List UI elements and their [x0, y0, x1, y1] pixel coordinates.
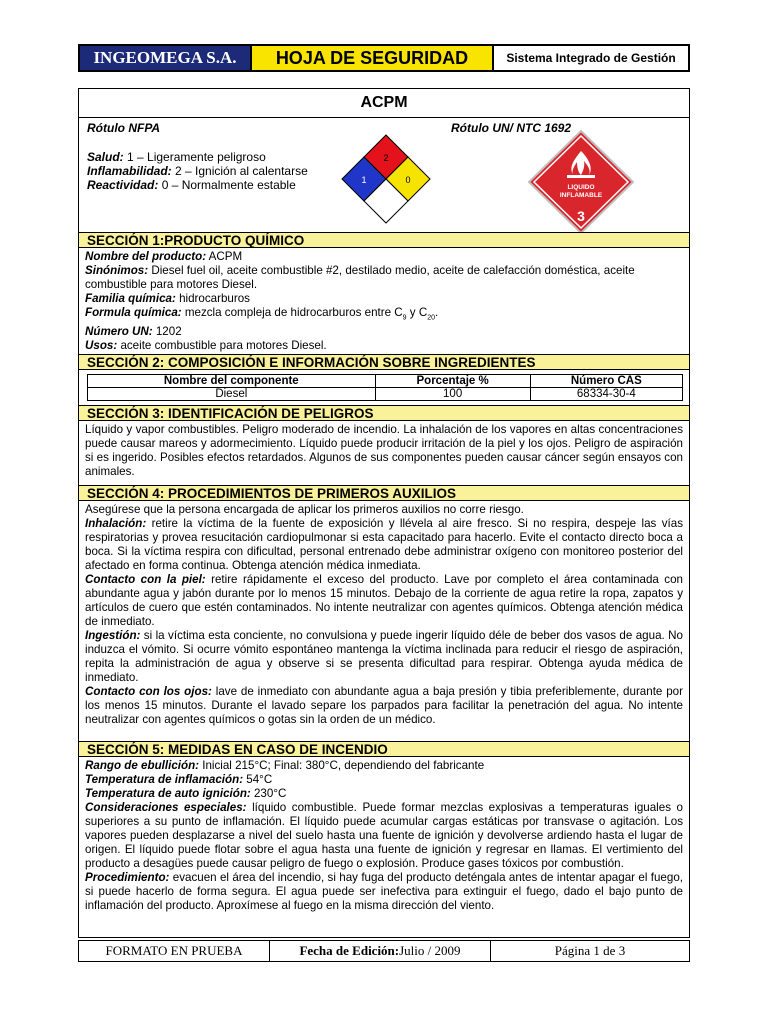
section-4-title: SECCIÓN 4: PROCEDIMIENTOS DE PRIMEROS AUXILIOS — [79, 485, 689, 501]
table-cell: 68334-30-4 — [530, 388, 682, 401]
company-name: INGEOMEGA S.A. — [80, 46, 252, 70]
section-5-title: SECCIÓN 5: MEDIDAS EN CASO DE INCENDIO — [79, 741, 689, 757]
nfpa-health-value: 1 — [361, 175, 367, 185]
table-header-row — [88, 375, 683, 388]
hazard-reactivity: Reactividad: 0 – Normalmente estable — [87, 178, 296, 192]
svg-text:INFLAMABLE: INFLAMABLE — [559, 192, 603, 199]
document-header — [78, 44, 690, 72]
section-2-title: SECCIÓN 2: COMPOSICIÓN E INFORMACIÓN SOBRE INGREDIENTES — [79, 354, 689, 370]
format-status: FORMATO EN PRUEBA — [79, 941, 270, 961]
nfpa-diamond-icon — [341, 133, 431, 225]
un-label: Rótulo UN/ NTC 1692 — [451, 121, 572, 135]
flammable-liquid-placard-icon — [527, 129, 635, 235]
system-name: Sistema Integrado de Gestión — [506, 51, 676, 65]
nfpa-flammability-value: 2 — [383, 153, 389, 163]
svg-text:LIQUIDO: LIQUIDO — [567, 184, 595, 191]
table-cell: Diesel — [88, 388, 376, 401]
product-title: ACPM — [79, 89, 689, 118]
section-5-body: Rango de ebullición: Inicial 215°C; Final: 380°C, dependiendo del fabricante Temperatura de inflamación: 54°C Temperatura de auto ignición: 230°C Consideraciones especiales: líquido combustible. Puede formar mezclas explosivas a temperaturas iguales o superiores a su punto de inflamación. El líquido puede acumular cargas estáticas por transvase o agitación. Los vapores pueden desplazarse a nivel del suelo hasta una fuente de ignición y devolverse ardiendo hasta el lugar de origen. El líquido puede flotar sobre el agua hasta una fuente de ignición y regresar en llamas. El vertimiento del producto a desagües puede causar peligro de fuego o explosión. Produce gases tóxicos por combustión. Procedimiento: evacuen el área del incendio, si hay fuga del producto deténgala antes de intentar apagar el fuego, si puede hacerlo de forma segura. El agua puede ser inefectiva para extinguir el fuego, dado el bajo punto de inflamación del producto. Aproxímese al fuego en la misma dirección del viento. — [85, 759, 683, 912]
section-1-body: Nombre del producto: ACPM Sinónimos: Diesel fuel oil, aceite combustible #2, destilado medio, aceite de calefacción doméstica, aceite combustible para motores Diesel. Familia química: hidrocarburos Formula química: mezcla compleja de hidrocarburos entre $C_9$ y $C_{20}$. Número UN: 1202 Usos: aceite combustible para motores Diesel. — [85, 250, 635, 353]
section-3-body: Líquido y vapor combustibles. Peligro moderado de incendio. La inhalación de los vapores en altas concentraciones puede causar mareos y adormecimiento. Líquido puede producir irritación de la piel y los ojos. Peligro de aspiración si es ingerido. Posibles efectos retardados. Algunos de sus componentes pueden causar cáncer según ensayos con animales. — [85, 423, 683, 478]
safety-sheet-frame — [78, 88, 690, 938]
table-header: Porcentaje % — [375, 375, 530, 388]
svg-text:3: 3 — [577, 208, 585, 224]
section-1-title: SECCIÓN 1:PRODUCTO QUÍMICO — [79, 232, 689, 248]
page-number: Página 1 de 3 — [554, 943, 626, 958]
nfpa-label: Rótulo NFPA — [87, 121, 161, 135]
table-header: Nombre del componente — [88, 375, 376, 388]
hazard-health: Salud: 1 – Ligeramente peligroso — [87, 150, 266, 164]
composition-table — [87, 374, 683, 401]
hazard-flammability: Inflamabilidad: 2 – Ignición al calentarse — [87, 164, 308, 178]
table-header: Número CAS — [530, 375, 682, 388]
table-row — [88, 388, 683, 401]
document-footer — [78, 940, 690, 962]
edition-date: Fecha de Edición: Julio / 2009 — [270, 941, 491, 961]
document-title: HOJA DE SEGURIDAD — [252, 46, 494, 70]
section-3-title: SECCIÓN 3: IDENTIFICACIÓN DE PELIGROS — [79, 405, 689, 421]
nfpa-reactivity-value: 0 — [405, 175, 411, 185]
hazard-list — [87, 150, 308, 192]
section-4-body: Asegúrese que la persona encargada de aplicar los primeros auxilios no corre riesgo. Inhalación: retire la víctima de la fuente de exposición y llévela al aire fresco. Si no respira, despeje las vías respiratorias y provea resucitación cardiopulmonar si esta capacitado para hacerlo. Evite el contacto directo boca a boca. Si la víctima respira con dificultad, personal entrenado debe administrar oxígeno con monitoreo posterior del afectado en forma continua. Obtenga atención médica inmediata. Contacto con la piel: retire rápidamente el exceso del producto. Lave por completo el área contaminada con abundante agua y jabón durante por lo menos 15 minutos. Debajo de la corriente de agua retire la ropa, zapatos y artículos de cuero que estén contaminados. No intente neutralizar con agentes químicos. Obtenga atención médica de inmediato. Ingestión: si la víctima esta conciente, no convulsiona y puede ingerir líquido déle de beber dos vasos de agua. No induzca el vómito. Si ocurre vómito espontáneo mantenga la víctima inclinada para reducir el riesgo de aspiración, repita la administración de agua y observe si se presenta dificultad para respirar. Obtenga ayuda médica de inmediato. Contacto con los ojos: lave de inmediato con abundante agua a baja presión y tibia preferiblemente, durante por los menos 15 minutos. Durante el lavado separe los parpados para facilitar la penetración del agua. No intente neutralizar con agentes químicos o gotas sin la orden de un médico. — [85, 503, 683, 726]
table-cell: 100 — [375, 388, 530, 401]
